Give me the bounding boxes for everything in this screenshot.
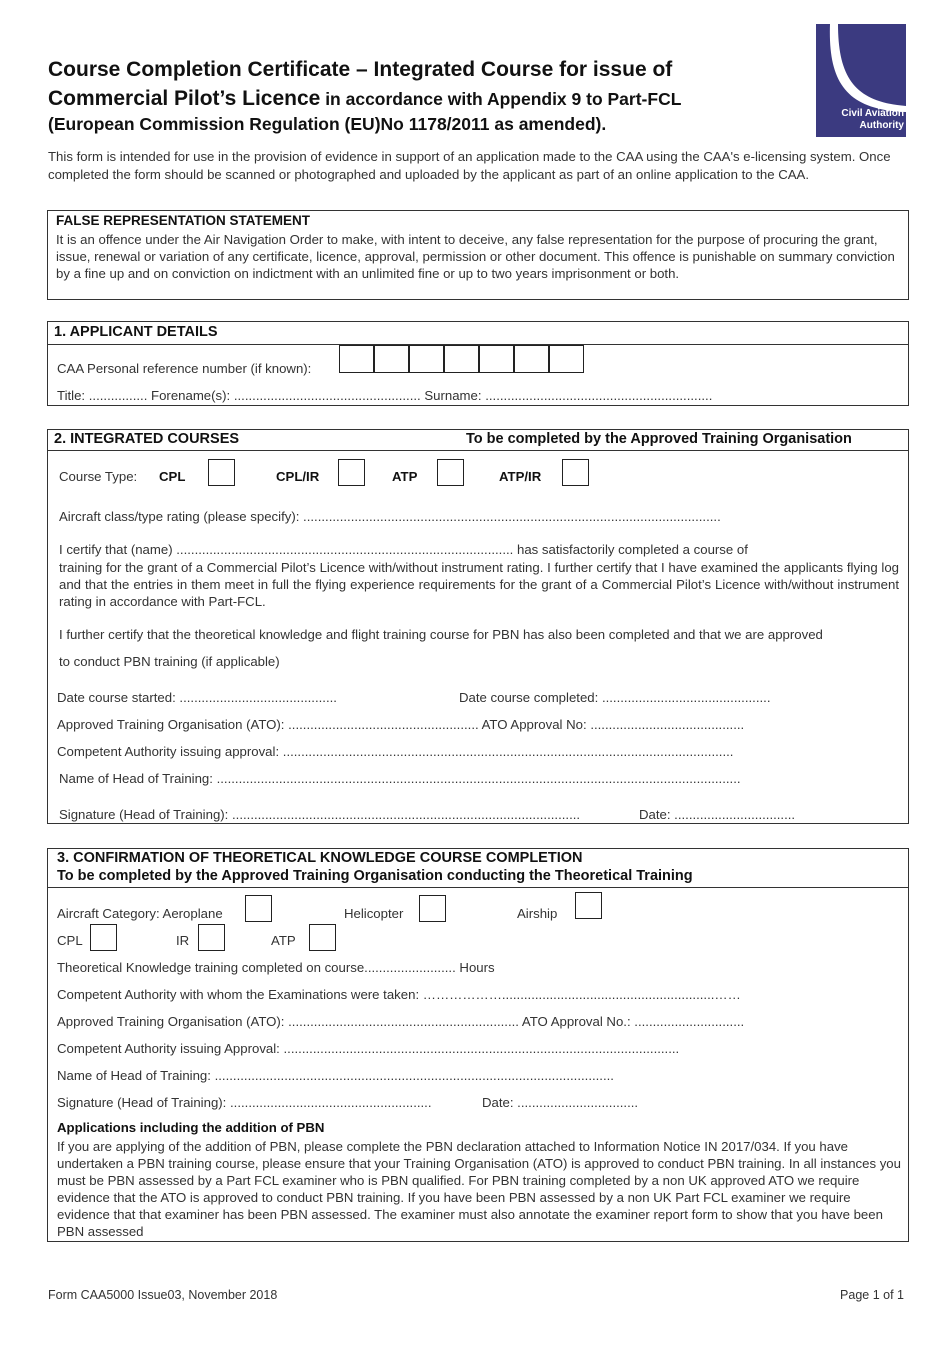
signature-date-field[interactable]: Date: .................................: [639, 807, 796, 822]
exam-authority-field[interactable]: Competent Authority with whom the Examinations were taken: ………………..........................................................……: [57, 987, 741, 1002]
course-option-atp-checkbox[interactable]: [437, 459, 464, 486]
form-title-line-1: Course Completion Certificate – Integrated Course for issue of: [48, 58, 673, 81]
tk-competent-authority-field[interactable]: Competent Authority issuing Approval: ............................................................................................................: [57, 1041, 680, 1056]
tk-ir-label: IR: [176, 933, 190, 948]
caa-reference-label: CAA Personal reference number (if known):: [57, 361, 312, 376]
section-2-heading-right: To be completed by the Approved Training Organisation: [466, 431, 852, 447]
competent-authority-field[interactable]: Competent Authority issuing approval: ...........................................................................................................................: [57, 744, 734, 759]
tk-ato-field[interactable]: Approved Training Organisation (ATO): ............................................................... ATO Approval No.: ..............................: [57, 1014, 745, 1029]
date-course-started-field[interactable]: Date course started: ...........................................: [57, 690, 337, 705]
tk-cpl-label: CPL: [57, 933, 83, 948]
false-representation-box: [47, 210, 909, 300]
false-representation-body: It is an offence under the Air Navigation Order to make, with intent to deceive, any false representation for the purpose of procuring the grant, issue, renewal or variation of any certificate, licence, approval, permission or other document. This offence is punishable on summary conviction by a fine up and on conviction on indictment with an unlimited fine or up to two years imprisonment or both.: [56, 232, 895, 281]
caa-logo: [816, 24, 906, 137]
caa-reference-digit-7[interactable]: [549, 345, 584, 373]
course-option-cpl-text: CPL: [159, 469, 186, 484]
caa-reference-digit-1[interactable]: [339, 345, 374, 373]
certify-paragraph: training for the grant of a Commercial Pilot’s Licence with/without instrument rating. I further certify that I have examined the applicants flying log and that the entries in them meet in full the flying experience requirements for the grant of a Commercial Pilot’s Licence with/without instrument rating in accordance with Part-FCL.: [59, 560, 899, 609]
tk-signature-field[interactable]: Signature (Head of Training): .......................................................: [57, 1095, 432, 1110]
signature-field[interactable]: Signature (Head of Training): ...............................................................................................: [59, 807, 581, 822]
form-id: Form CAA5000 Issue03, November 2018: [48, 1288, 278, 1302]
course-option-cplir-text: CPL/IR: [276, 469, 320, 484]
course-option-atp-label: [392, 469, 417, 484]
tk-date-field[interactable]: Date: .................................: [482, 1095, 639, 1110]
caa-reference-digit-5[interactable]: [479, 345, 514, 373]
certify-name-field[interactable]: I certify that (name) ............................................................................................ has satisfactorily completed a course of: [59, 542, 748, 557]
helicopter-label: Helicopter: [344, 906, 404, 921]
caa-reference-digit-2[interactable]: [374, 345, 409, 373]
logo-text-line-1: Civil Aviation: [841, 108, 904, 119]
course-type-label: Course Type:: [59, 469, 138, 484]
page-number: Page 1 of 1: [840, 1288, 904, 1302]
caa-reference-digit-4[interactable]: [444, 345, 479, 373]
course-option-cplir-checkbox[interactable]: [338, 459, 365, 486]
course-option-cpl-label: [159, 469, 185, 484]
form-title-line-2: [48, 86, 681, 112]
course-option-cplir-label: [276, 469, 319, 484]
section-2-heading: 2. INTEGRATED COURSES: [54, 431, 240, 447]
section-3-header: [48, 849, 908, 888]
false-representation-heading: FALSE REPRESENTATION STATEMENT: [56, 213, 311, 228]
intro-paragraph: This form is intended for use in the provision of evidence in support of an application made to the CAA using the CAA's e-licensing system. Once completed the form should be scanned or photographed and uploaded by the applicant as part of an online application to the CAA.: [48, 149, 891, 182]
pbn-heading: Applications including the addition of PBN: [57, 1120, 325, 1135]
airship-label: Airship: [517, 906, 558, 921]
course-option-atpir-label: [499, 469, 541, 484]
caa-reference-digit-6[interactable]: [514, 345, 549, 373]
section-2-header: [48, 430, 908, 451]
section-1-heading: 1. APPLICANT DETAILS: [54, 324, 218, 340]
tk-atp-label: ATP: [271, 933, 296, 948]
section-1-header: [48, 322, 908, 345]
aircraft-category-label: Aircraft Category: Aeroplane: [57, 906, 223, 921]
aeroplane-checkbox[interactable]: [245, 895, 272, 922]
airship-checkbox[interactable]: [575, 892, 602, 919]
caa-reference-digit-3[interactable]: [409, 345, 444, 373]
section-3-heading-line-1: 3. CONFIRMATION OF THEORETICAL KNOWLEDGE COURSE COMPLETION: [57, 850, 583, 866]
helicopter-checkbox[interactable]: [419, 895, 446, 922]
form-title-line-3: (European Commission Regulation (EU)No 1178/2011 as amended).: [48, 114, 607, 134]
course-option-atpir-text: ATP/IR: [499, 469, 542, 484]
aircraft-rating-field[interactable]: Aircraft class/type rating (please specify): ..................................................................................................................: [59, 509, 721, 524]
pbn-certify-line-2: to conduct PBN training (if applicable): [59, 654, 280, 669]
logo-text: [818, 108, 904, 132]
tk-head-of-training-field[interactable]: Name of Head of Training: .............................................................................................................: [57, 1068, 614, 1083]
form-title-licence: Commercial Pilot’s Licence: [48, 87, 321, 110]
section-3-heading-line-2: To be completed by the Approved Training Organisation conducting the Theoretical Training: [57, 868, 693, 884]
date-course-completed-field[interactable]: Date course completed: ..............................................: [459, 690, 771, 705]
tk-hours-field[interactable]: Theoretical Knowledge training completed on course......................... Hours: [57, 960, 495, 975]
course-option-atp-text: ATP: [392, 469, 418, 484]
tk-cpl-checkbox[interactable]: [90, 924, 117, 951]
pbn-body: If you are applying of the addition of PBN, please complete the PBN declaration attached to Information Notice IN 2017/034. If you have undertaken a PBN training course, please ensure that your Training Organisation (ATO) is approved to conduct PBN training. In all instances you must be PBN assessed by a Part FCL examiner who is PBN qualified. For PBN training completed by a non UK approved ATO we require evidence that the ATO is approved to conduct PBN training. If you have been PBN assessed by a non UK Part FCL examiner we require evidence that that examiner has been PBN assessed. The examiner must also annotate the examiner report form to show that you have been PBN assessed: [57, 1139, 901, 1239]
ato-field[interactable]: Approved Training Organisation (ATO): .................................................... ATO Approval No: ..........................................: [57, 717, 745, 732]
logo-text-line-2: Authority: [859, 120, 904, 131]
tk-atp-checkbox[interactable]: [309, 924, 336, 951]
form-title-appendix: in accordance with Appendix 9 to Part-FCL: [320, 89, 682, 109]
course-option-atpir-checkbox[interactable]: [562, 459, 589, 486]
pbn-certify-line-1: I further certify that the theoretical knowledge and flight training course for PBN has also been completed and that we are approved: [59, 627, 823, 642]
tk-ir-checkbox[interactable]: [198, 924, 225, 951]
head-of-training-field[interactable]: Name of Head of Training: ...............................................................................................................................................: [59, 771, 741, 786]
applicant-name-fields[interactable]: Title: ................ Forename(s): ................................................... Surname: ..............................................................: [57, 388, 713, 403]
course-option-cpl-checkbox[interactable]: [208, 459, 235, 486]
